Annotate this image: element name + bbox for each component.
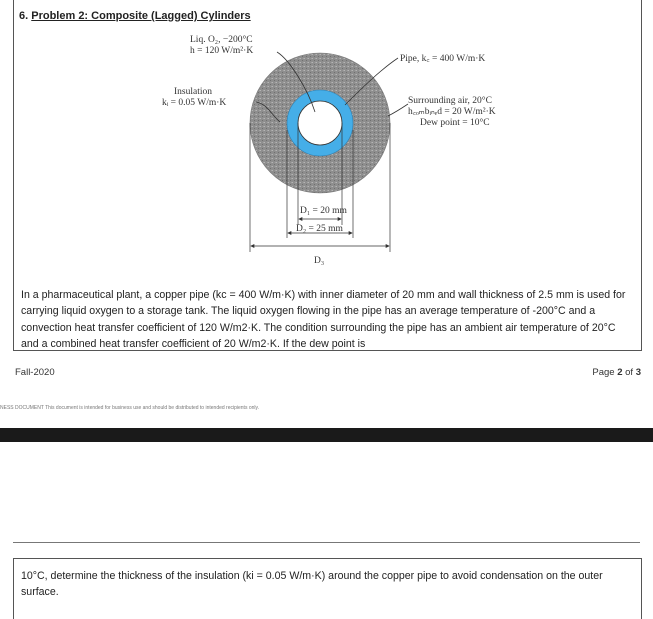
document-page-2 <box>0 442 653 605</box>
header-rule <box>13 542 640 543</box>
problem-title: Problem 2: Composite (Lagged) Cylinders <box>31 10 251 22</box>
leader-surrounding <box>388 104 408 116</box>
pipe-label: Pipe, k꜀ = 400 W/m·K <box>400 54 486 64</box>
page-number: Page 2 of 3 <box>592 367 641 378</box>
continuation-text: 10°C, determine the thickness of the insulation (ki = 0.05 W/m·K) around the copper pipe to avoid condensation on the outer surface. <box>21 570 603 599</box>
liquid-label: Liq. O₂, −200°C h = 120 W/m²·K <box>190 35 254 56</box>
problem-heading <box>19 10 251 22</box>
footer-term: Fall-2020 <box>15 367 55 378</box>
problem-number: 6. <box>19 10 29 22</box>
page-separator-bar <box>0 428 653 442</box>
d2-label: D₂ = 25 mm <box>296 224 343 234</box>
composite-cylinder-figure <box>140 30 540 275</box>
problem-statement: In a pharmaceutical plant, a copper pipe (kc = 400 W/m·K) with inner diameter of 20 mm and wall thickness of 2.5 mm is used for carrying liquid oxygen to a storage tank. The liquid oxygen flowing in the pipe has an average temperature of -200°C and a convection heat transfer coefficient of 120 W/m2·K. The condition surrounding the pipe has an ambient air temperature of 20°C and a combined heat transfer coefficient of 20 W/m2·K. If the dew point is <box>21 289 626 351</box>
document-notice: NESS DOCUMENT This document is intended for business use and should be distributed to intended recipients only. <box>0 405 260 411</box>
insulation-label: Insulation kᵢ = 0.05 W/m·K <box>162 87 227 108</box>
d1-label: D₁ = 20 mm <box>300 206 347 216</box>
d3-label: D₃ <box>314 256 325 266</box>
surrounding-label: Surrounding air, 20°C h꜀ₒₘbᵢₙₑd = 20 W/m²·K Dew point = 10°C <box>408 96 496 128</box>
pipe-bore <box>298 101 342 145</box>
